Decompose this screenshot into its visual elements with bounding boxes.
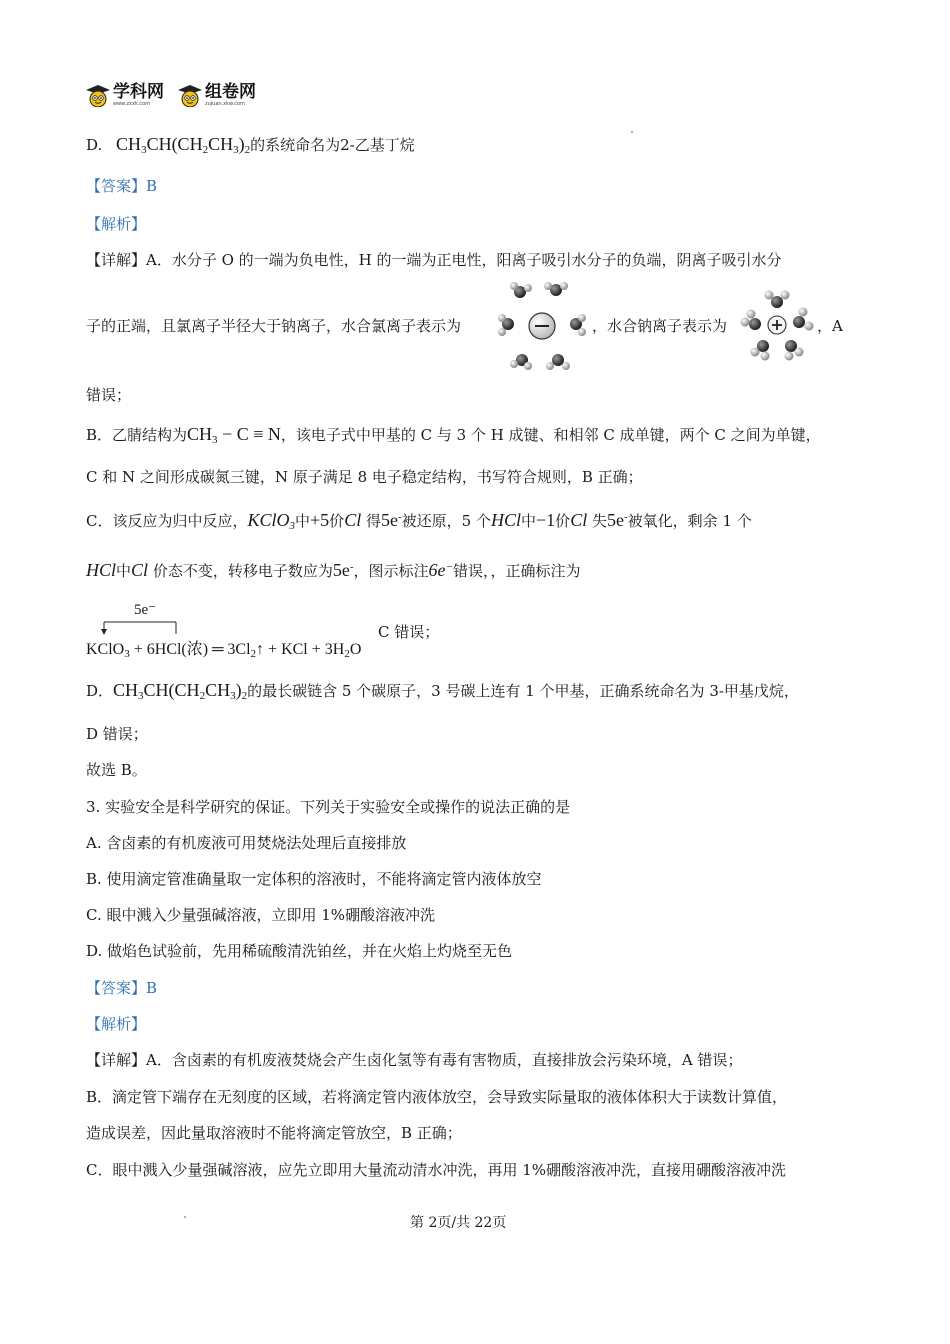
text-segment: 得 — [365, 512, 381, 530]
valence-plus5: +5 — [310, 510, 330, 530]
q3-option-c: C. 眼中溅入少量强碱溶液，立即用 1%硼酸溶液冲洗 — [86, 906, 436, 924]
scan-dot — [631, 131, 633, 133]
q2-detail-b-line2: C 和 N 之间形成碳氮三键，N 原子满足 8 电子稳定结构，书写符合规则，B 正确； — [86, 468, 643, 486]
q3-analysis-label: 【解析】 — [86, 1015, 147, 1033]
q2-detail-a-line3: 错误； — [86, 386, 132, 404]
text-segment: 价 — [329, 512, 345, 530]
q3-answer: 【答案】B — [86, 979, 158, 997]
q2-option-d — [86, 134, 415, 155]
text-segment: 子的正端，且氯离子半径大于钠离子，水合氯离子表示为 — [86, 317, 462, 335]
text-segment: 中 — [116, 562, 132, 580]
scan-dot — [184, 1216, 186, 1218]
hydrated-sodium-icon — [737, 288, 817, 362]
q2-detail-c-line1 — [86, 510, 752, 531]
text-segment: 中 — [521, 512, 537, 530]
q3-option-d: D. 做焰色试验前，先用稀硫酸清洗铂丝，并在火焰上灼烧至无色 — [86, 942, 513, 960]
hydrated-chloride-icon — [494, 280, 590, 372]
symbol-cl: Cl — [131, 560, 149, 580]
formula-3-methylpentane: $CH_3CH(CH_2CH_3)_2$ — [113, 680, 248, 702]
electrons-5e: 5e- — [607, 510, 628, 530]
reaction-formula: KClO$_3$ + 6HCl(浓) ═ $3Cl_2↑$ + KCl + $3H_2O$ — [86, 641, 362, 660]
text-segment: B．乙腈结构为 — [86, 426, 188, 444]
valence-minus1: −1 — [536, 510, 556, 530]
text-segment: D． — [86, 682, 114, 700]
option-label: D. — [86, 136, 103, 154]
q3-detail-b-line1: B．滴定管下端存在无刻度的区域，若将滴定管内液体放空，会导致实际量取的液体体积大于读数计算值， — [86, 1088, 788, 1106]
text-segment: 的最长碳链含 5 个碳原子，3 号碳上连有 1 个甲基，正确系统命名为 3-甲基戊烷， — [247, 682, 799, 700]
q2-analysis-label: 【解析】 — [86, 215, 147, 233]
arrow-label: 5e⁻ — [134, 602, 157, 618]
q2-detail-a-line1: 【详解】A．水分子 O 的一端为负电性，H 的一端为正电性，阳离子吸引水分子的负端，阴离子吸引水分 — [86, 251, 782, 269]
option-text: 的系统命名为2-乙基丁烷 — [250, 136, 415, 154]
formula-hcl: HCl — [86, 560, 117, 580]
logo-face-icon — [178, 85, 202, 107]
formula-3-methylpentane: $CH_3CH(CH_2CH_3)_2$ — [107, 134, 251, 156]
text-segment: 被氧化，剩余 1 个 — [627, 512, 752, 530]
header-logos — [86, 84, 256, 107]
symbol-cl: Cl — [570, 510, 588, 530]
logo-zujuan — [178, 84, 256, 107]
q3-option-a: A. 含卤素的有机废液可用焚烧法处理后直接排放 — [86, 834, 407, 852]
text-segment: ，图示标注 — [353, 562, 429, 580]
q2-detail-a-line2 — [86, 316, 461, 336]
formula-kclo3: KClO$_3$ — [247, 510, 295, 532]
text-segment: 价 — [555, 512, 571, 530]
electrons-5e: 5e- — [381, 510, 402, 530]
q2-detail-d-line1 — [86, 680, 799, 701]
q3-detail-c-line1: C．眼中溅入少量强碱溶液，应先立即用大量流动清水冲洗，再用 1%硼酸溶液冲洗，直接用硼酸溶液冲洗 — [86, 1161, 787, 1179]
page-number: 第 2页/共 22页 — [410, 1215, 507, 1231]
text-segment: 中 — [295, 512, 311, 530]
text-segment: 错误，，正确标注为 — [452, 562, 581, 580]
logo-zxxk-text: 学科网 — [113, 82, 164, 102]
q3-detail-a: 【详解】A．含卤素的有机废液焚烧会产生卤化氢等有毒有害物质，直接排放会污染环境，A 错误； — [86, 1051, 743, 1069]
formula-hcl: HCl — [490, 510, 521, 530]
text-segment: 价态不变，转移电子数应为 — [152, 562, 333, 580]
q2-answer: 【答案】B — [86, 177, 158, 195]
q2-conclusion: 故选 B。 — [86, 761, 147, 779]
text-segment: 被还原，5 个 — [401, 512, 491, 530]
logo-zxxk — [86, 84, 164, 107]
reaction-tail: C 错误； — [378, 623, 440, 641]
q2-detail-c-line2 — [86, 560, 580, 581]
q3-detail-b-line2: 造成误差，因此量取溶液时不能将滴定管放空，B 正确； — [86, 1124, 462, 1142]
symbol-cl: Cl — [344, 510, 362, 530]
logo-zujuan-url: zujuan.xkw.com — [205, 101, 245, 107]
formula-acetonitrile: $CH_3 - C \equiv N$ — [187, 424, 281, 446]
q2-detail-b-line1 — [86, 424, 821, 445]
q2-detail-a-end: ，A — [817, 317, 843, 335]
electrons-5e: 5e- — [332, 560, 354, 580]
q3-option-b: B. 使用滴定管准确量取一定体积的溶液时，不能将滴定管内液体放空 — [86, 870, 542, 888]
text-segment: ，该电子式中甲基的 C 与 3 个 H 成键、和相邻 C 成单键，两个 C 之间为单键， — [280, 426, 821, 444]
electrons-6e: 6e− — [428, 560, 453, 580]
text-segment: 失 — [591, 512, 607, 530]
q2-detail-a-mid: ，水合钠离子表示为 — [592, 317, 728, 335]
logo-zujuan-text: 组卷网 — [205, 82, 256, 102]
logo-face-icon — [86, 85, 110, 107]
q2-detail-d-line2: D 错误； — [86, 725, 148, 743]
text-segment: C．该反应为归中反应， — [86, 512, 248, 530]
q3-stem: 3. 实验安全是科学研究的保证。下列关于实验安全或操作的说法正确的是 — [86, 798, 571, 816]
logo-zxxk-url: www.zxxk.com — [113, 101, 151, 107]
